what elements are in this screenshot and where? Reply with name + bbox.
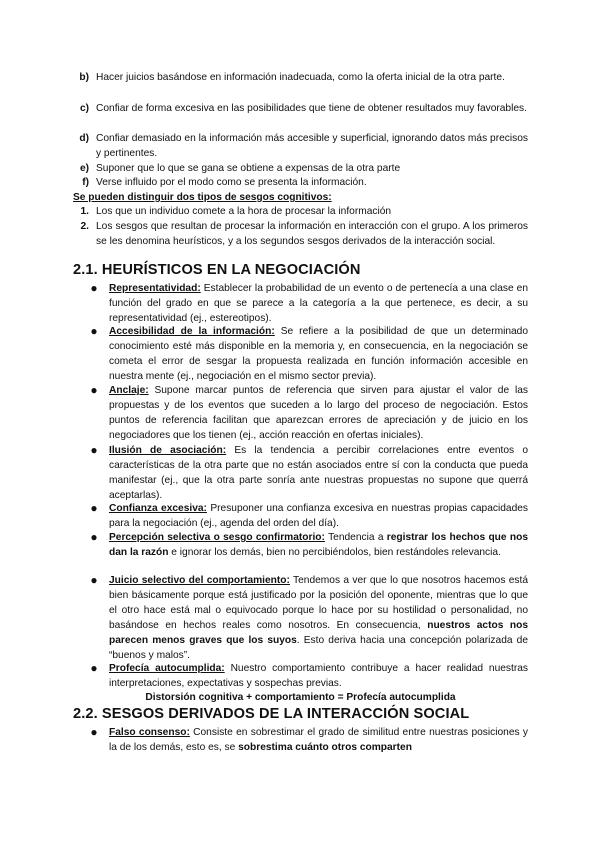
section-heading-heuristicos: 2.1. HEURÍSTICOS EN LA NEGOCIACIÓN — [73, 262, 361, 278]
item-term: Representatividad: — [109, 283, 201, 294]
item-term: Ilusión de asociación: — [109, 445, 227, 456]
bullet-item — [109, 530, 528, 560]
bullet-item — [109, 324, 528, 384]
item-term: Profecía autocumplida: — [109, 663, 225, 674]
item-text: Nuestro comportamiento contribuye a hacer realidad nuestras interpretaciones, expectativas y sospechas previas. — [109, 663, 528, 689]
list-label: c) — [79, 103, 89, 114]
types-heading: Se pueden distinguir dos tipos de sesgos cognitivos: — [73, 192, 332, 203]
number-label: 1. — [80, 206, 89, 217]
list-label: e) — [79, 163, 89, 174]
item-term: Falso consenso: — [109, 727, 190, 738]
list-text: Confiar de forma excesiva en las posibilidades que tiene de obtener resultados muy favorables. — [96, 103, 527, 114]
formula-line: Distorsión cognitiva + comportamiento = Profecía autocumplida — [145, 692, 456, 703]
list-label: f) — [82, 177, 89, 188]
item-text: Establecer la probabilidad de un evento o de pertenecía a una clase en función del grado en que se parece a la categoría a la que pertenece, es decir, a su representatividad (ej., estereotipos). — [109, 283, 528, 324]
list-item — [73, 175, 528, 190]
bullet-icon: ● — [90, 725, 98, 739]
list-label: b) — [79, 72, 89, 83]
item-term: Confianza excesiva: — [109, 503, 207, 514]
list-item — [73, 70, 528, 85]
bullet-item — [109, 661, 528, 691]
numbered-item — [73, 204, 528, 219]
item-text: . Esto deriva hacia una concepción polarizada de “buenos y malos”. — [109, 635, 529, 661]
item-text: Tendencia a — [324, 532, 387, 543]
bullet-icon: ● — [90, 324, 98, 338]
bullet-item — [109, 725, 528, 755]
list-text: Verse influido por el modo como se presenta la información. — [96, 177, 367, 188]
numbered-text: Los sesgos que resultan de procesar la información en interacción con el grupo. A los primeros se les denomina heurísticos, y a los segundos sesgos derivados de la interacción social. — [96, 221, 528, 247]
bullet-item — [109, 383, 528, 443]
item-term: Accesibilidad de la información: — [109, 326, 275, 337]
bullet-icon: ● — [90, 443, 98, 457]
item-text: e ignorar los demás, bien no percibiéndolos, bien restándoles relevancia. — [168, 547, 501, 558]
item-term: Juicio selectivo del comportamiento: — [109, 575, 290, 586]
item-text: Supone marcar puntos de referencia que sirven para ajustar el valor de las propuestas y de los eventos que suceden a lo largo del proceso de negociación. Estos puntos de referencia facilitan que aparezcan errores de apreciación y de juicio en los negociadores que los tienen (ej., acción reacción en ofertas iniciales). — [109, 385, 528, 441]
number-label: 2. — [80, 221, 89, 232]
list-item — [73, 161, 528, 176]
list-text: Suponer que lo que se gana se obtiene a expensas de la otra parte — [96, 163, 401, 174]
item-text: Se refiere a la posibilidad de que un determinado conocimiento esté más disponible en la memoria y, en consecuencia, en la negociación se cometa el error de sesgar la propuesta realizada en función información accesible en nuestra mente (ej., negociación en el mismo sector previa). — [109, 326, 529, 382]
bullet-item — [109, 281, 528, 326]
bullet-icon: ● — [90, 383, 98, 397]
bullet-icon: ● — [90, 573, 98, 587]
list-text: Confiar demasiado en la información más accesible y superficial, ignorando datos más precisos y pertinentes. — [96, 133, 528, 159]
bullet-icon: ● — [90, 530, 98, 544]
item-term: Anclaje: — [109, 385, 149, 396]
bullet-item — [109, 573, 528, 663]
bullet-item — [109, 501, 528, 531]
item-term: Percepción selectiva o sesgo confirmatorio: — [109, 532, 325, 543]
list-text: Hacer juicios basándose en información inadecuada, como la oferta inicial de la otra parte. — [96, 72, 505, 83]
item-text: Presuponer una confianza excesiva en nuestras propias capacidades para la negociación (ej., agenda del orden del día). — [109, 503, 528, 529]
bullet-icon: ● — [90, 281, 98, 295]
bullet-icon: ● — [90, 501, 98, 515]
list-label: d) — [79, 133, 89, 144]
list-item — [73, 131, 528, 161]
item-bold-text: sobrestima cuánto otros comparten — [238, 742, 412, 753]
item-text: Es la tendencia a percibir correlaciones entre eventos o características de la otra parte que no están asociados entre sí con la conducta que pueda manifestar (ej., que la otra parte sonría ante nuestras propuestas no supone que querrá aceptarlas). — [109, 445, 528, 501]
item-bold-text: registrar los hechos que nos dan la razón — [109, 532, 528, 558]
numbered-text: Los que un individuo comete a la hora de procesar la información — [96, 206, 392, 217]
item-text: Consiste en sobrestimar el grado de similitud entre nuestras posiciones y la de los demás, esto es, se — [109, 727, 528, 753]
bullet-item — [109, 443, 528, 503]
list-item — [73, 101, 528, 116]
numbered-item — [73, 219, 528, 249]
section-heading-interaccion-social: 2.2. SESGOS DERIVADOS DE LA INTERACCIÓN SOCIAL — [73, 706, 470, 722]
item-bold-text: nuestros actos nos parecen menos graves que los suyos — [109, 620, 528, 646]
bullet-icon: ● — [90, 661, 98, 675]
item-text: Tendemos a ver que lo que nosotros hacemos está bien básicamente porque está justificado por la posición del oponente, mientras que lo que el otro hace está mal o equivocado porque lo hace por su hostilidad o personalidad, no basándose en hechos reales como nosotros. En consecuencia, — [109, 575, 528, 631]
